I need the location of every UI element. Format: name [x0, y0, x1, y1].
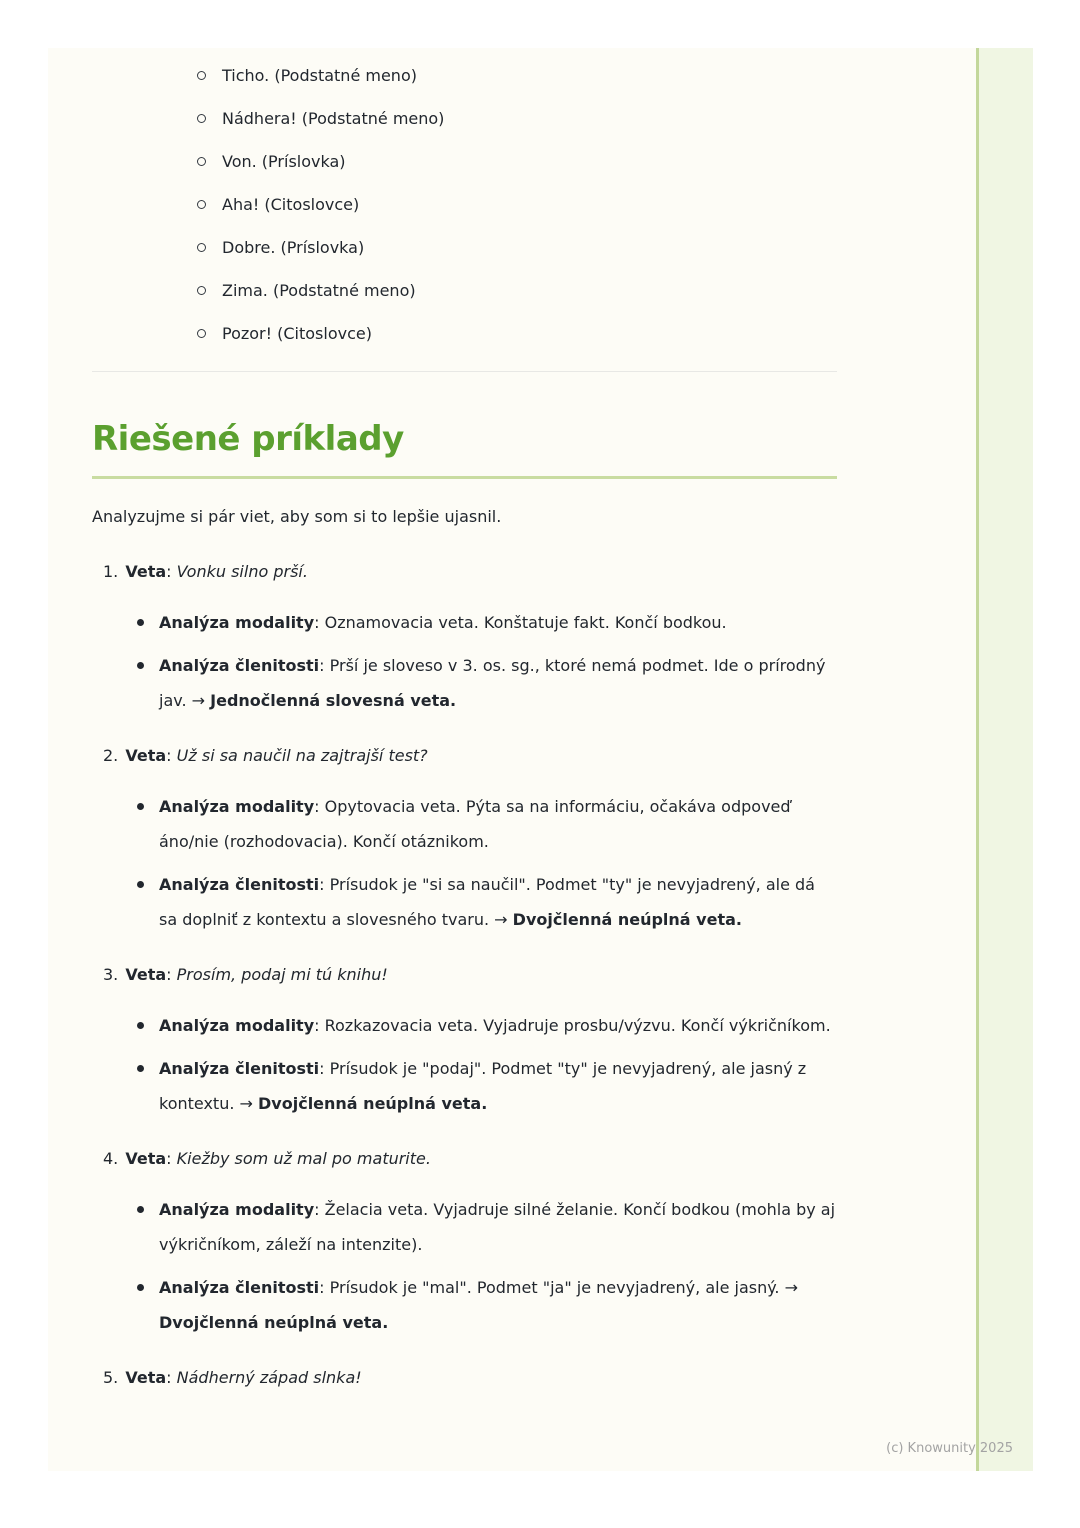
example-label: Veta: [125, 1368, 167, 1387]
disc-bullet-icon: [137, 803, 144, 810]
example-number: 5.: [103, 1368, 119, 1387]
list-item-text: Nádhera! (Podstatné meno): [222, 109, 445, 128]
analysis-item: [92, 1192, 837, 1262]
list-item-text: Zima. (Podstatné meno): [222, 281, 416, 300]
example-sentence: Už si sa naučil na zajtrajší test?: [176, 746, 428, 765]
circle-bullet-icon: [197, 71, 206, 80]
example-number: 4.: [103, 1149, 119, 1168]
list-item: [92, 187, 837, 222]
circle-bullet-icon: [197, 200, 206, 209]
example-label: Veta: [125, 1149, 167, 1168]
circle-bullet-icon: [197, 243, 206, 252]
list-item: [92, 316, 837, 351]
disc-bullet-icon: [137, 1065, 144, 1072]
list-item-text: Pozor! (Citoslovce): [222, 324, 372, 343]
example-number: 3.: [103, 965, 119, 984]
list-item: [92, 230, 837, 265]
example-label: Veta: [125, 965, 167, 984]
copyright-watermark: (c) Knowunity 2025: [886, 1441, 1013, 1456]
analysis-text: : Prísudok je "mal". Podmet "ja" je nevyjadrený, ale jasný. →: [319, 1278, 798, 1297]
analysis-item: [92, 1051, 837, 1121]
example-sentence: Kiežby som už mal po maturite.: [176, 1149, 431, 1168]
analysis-label: Analýza modality: [159, 1016, 315, 1035]
example-1: [92, 554, 837, 718]
analysis-text: : Prší je sloveso v 3. os. sg., ktoré nemá podmet. Ide o prírodný jav. →: [159, 656, 826, 710]
circle-bullet-icon: [197, 329, 206, 338]
analysis-item: [92, 648, 837, 718]
analysis-item: [92, 789, 837, 859]
example-separator: :: [166, 1368, 172, 1387]
circle-bullet-icon: [197, 286, 206, 295]
example-sentence: Vonku silno prší.: [176, 562, 308, 581]
list-item: [92, 101, 837, 136]
example-2: [92, 738, 837, 937]
example-separator: :: [166, 1149, 172, 1168]
example-5: [92, 1360, 837, 1395]
example-head: [92, 957, 837, 992]
example-number: 1.: [103, 562, 119, 581]
section-title: Riešené príklady: [92, 418, 837, 479]
disc-bullet-icon: [137, 1022, 144, 1029]
analysis-label: Analýza členitosti: [159, 1059, 320, 1078]
analysis-item: [92, 1008, 837, 1043]
example-number: 2.: [103, 746, 119, 765]
example-head: [92, 1141, 837, 1176]
example-3: [92, 957, 837, 1121]
analysis-conclusion: Dvojčlenná neúplná veta.: [512, 910, 742, 929]
analysis-conclusion: Jednočlenná slovesná veta.: [210, 691, 457, 710]
example-head: [92, 554, 837, 589]
list-item: [92, 144, 837, 179]
analysis-text: : Oznamovacia veta. Konštatuje fakt. Končí bodkou.: [314, 613, 727, 632]
analysis-conclusion: Dvojčlenná neúplná veta.: [159, 1313, 389, 1332]
analysis-label: Analýza členitosti: [159, 875, 320, 894]
circle-bullet-icon: [197, 114, 206, 123]
examples-list: [92, 554, 837, 1395]
example-label: Veta: [125, 746, 167, 765]
list-item-text: Dobre. (Príslovka): [222, 238, 365, 257]
analysis-item: [92, 605, 837, 640]
example-4: [92, 1141, 837, 1340]
analysis-text: : Prísudok je "si sa naučil". Podmet "ty" je nevyjadrený, ale dá sa doplniť z kontextu a slovesného tvaru. →: [159, 875, 815, 929]
analysis-label: Analýza modality: [159, 797, 315, 816]
list-item-text: Von. (Príslovka): [222, 152, 346, 171]
analyses-list: [92, 789, 837, 937]
example-head: [92, 1360, 837, 1395]
analyses-list: [92, 1192, 837, 1340]
analyses-list: [92, 1008, 837, 1121]
circle-bullet-icon: [197, 157, 206, 166]
section-divider: [92, 371, 837, 372]
list-item-text: Aha! (Citoslovce): [222, 195, 360, 214]
page-content: [92, 48, 837, 1415]
list-item: [92, 58, 837, 93]
example-separator: :: [166, 746, 172, 765]
disc-bullet-icon: [137, 619, 144, 626]
disc-bullet-icon: [137, 1206, 144, 1213]
analysis-label: Analýza členitosti: [159, 1278, 320, 1297]
example-separator: :: [166, 562, 172, 581]
example-head: [92, 738, 837, 773]
list-item-text: Ticho. (Podstatné meno): [222, 66, 417, 85]
analysis-text: : Želacia veta. Vyjadruje silné želanie. Končí bodkou (mohla by aj výkričníkom, záleží na intenzite).: [159, 1200, 836, 1254]
analysis-item: [92, 867, 837, 937]
example-sentence: Nádherný západ slnka!: [176, 1368, 362, 1387]
intro-paragraph: Analyzujme si pár viet, aby som si to lepšie ujasnil.: [92, 507, 502, 526]
disc-bullet-icon: [137, 881, 144, 888]
example-sentence: Prosím, podaj mi tú knihu!: [176, 965, 388, 984]
analysis-text: : Opytovacia veta. Pýta sa na informáciu, očakáva odpoveď áno/nie (rozhodovacia). Končí otáznikom.: [159, 797, 791, 851]
parts-of-speech-list: [92, 58, 837, 351]
analysis-label: Analýza modality: [159, 1200, 315, 1219]
notes-page-card: [48, 48, 1033, 1471]
disc-bullet-icon: [137, 1284, 144, 1291]
analysis-text: : Prísudok je "podaj". Podmet "ty" je nevyjadrený, ale jasný z kontextu. →: [159, 1059, 807, 1113]
page-side-strip: [976, 48, 1033, 1471]
analysis-text: : Rozkazovacia veta. Vyjadruje prosbu/výzvu. Končí výkričníkom.: [314, 1016, 831, 1035]
analysis-label: Analýza členitosti: [159, 656, 320, 675]
disc-bullet-icon: [137, 662, 144, 669]
analyses-list: [92, 605, 837, 718]
analysis-conclusion: Dvojčlenná neúplná veta.: [258, 1094, 488, 1113]
list-item: [92, 273, 837, 308]
example-label: Veta: [125, 562, 167, 581]
analysis-label: Analýza modality: [159, 613, 315, 632]
analysis-item: [92, 1270, 837, 1340]
example-separator: :: [166, 965, 172, 984]
